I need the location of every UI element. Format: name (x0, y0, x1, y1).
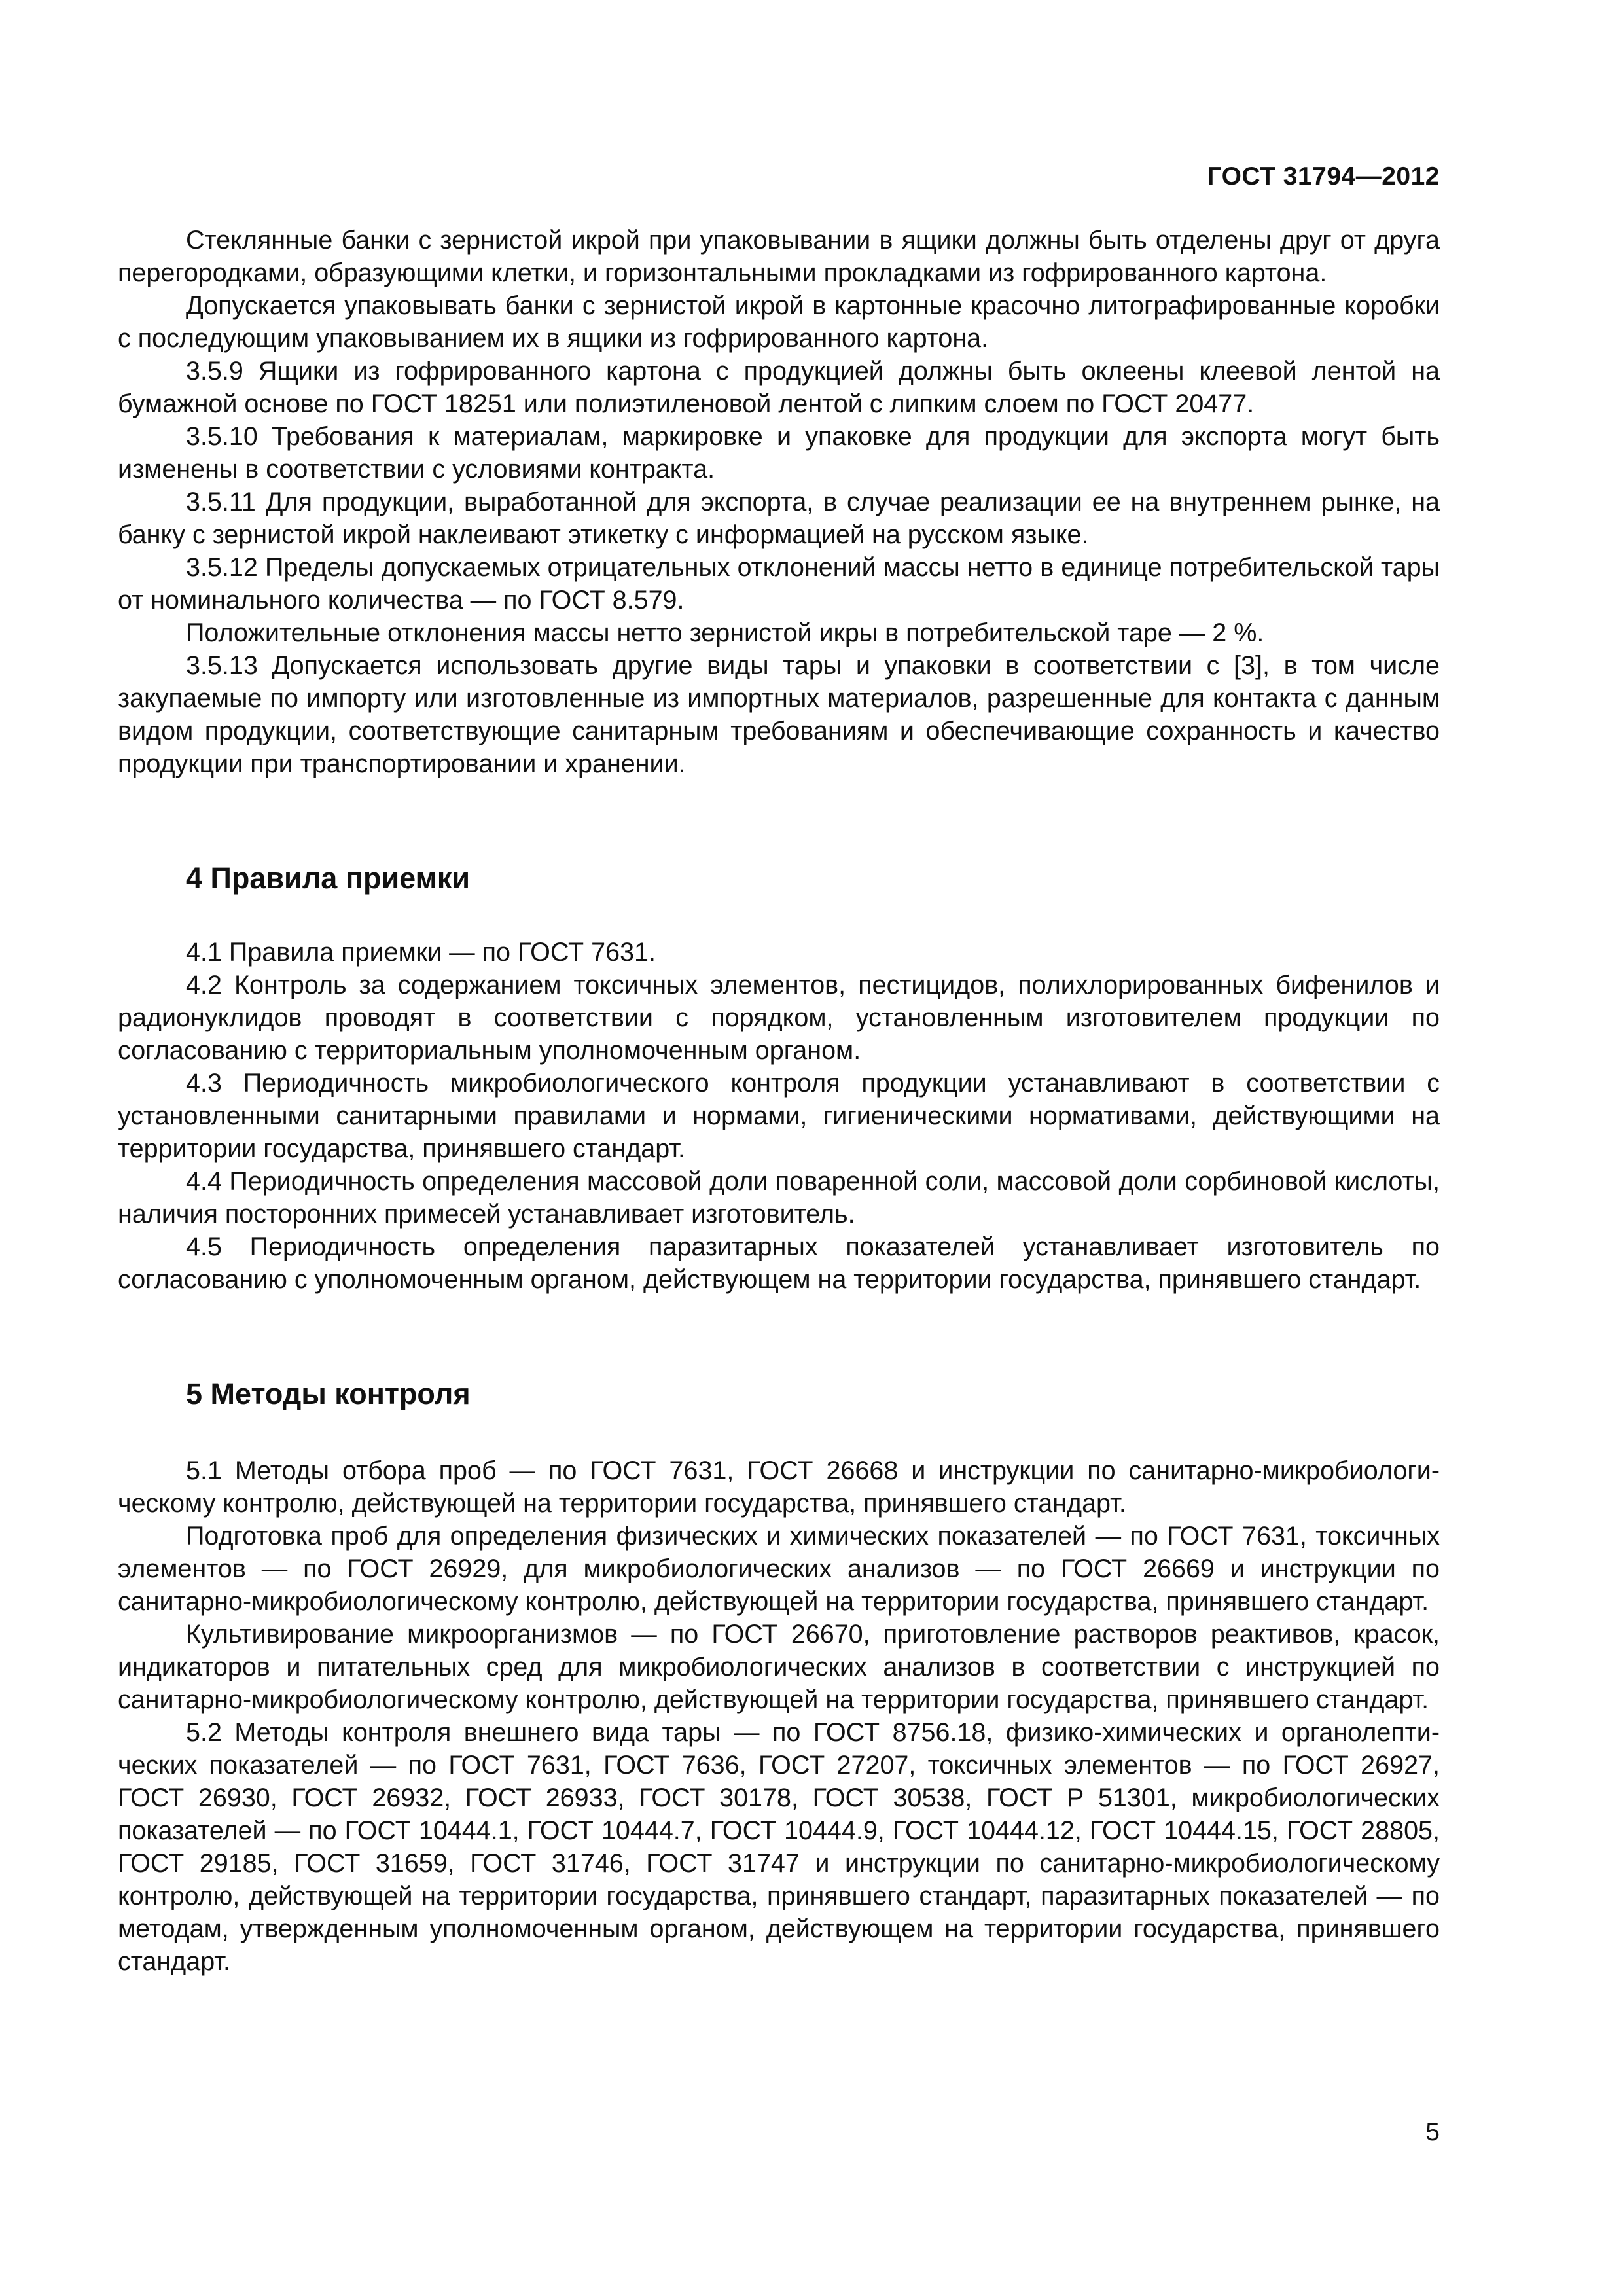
document-body (118, 224, 1440, 1978)
paragraph-3-5-10: 3.5.10 Требования к материалам, маркировке и упаковке для продукции для экспорта могут быть изменены в соответствии с условиями контракта. (118, 422, 1440, 484)
paragraph-3-5-9: 3.5.9 Ящики из гофрированного картона с продукцией должны быть оклеены клеевой лентой на бумажной основе по ГОСТ 18251 или полиэтиленовой лентой с липким слоем по ГОСТ 20477. (118, 357, 1440, 418)
page-number: 5 (1425, 2118, 1440, 2146)
document-code-header: ГОСТ 31794—2012 (1207, 162, 1440, 190)
paragraph-3-5-12: 3.5.12 Пределы допускаемых отрицательных отклонений массы нетто в единице потребительской тары от номинального количества — по ГОСТ 8.579. (118, 553, 1440, 615)
paragraph-4-1: 4.1 Правила приемки — по ГОСТ 7631. (186, 938, 656, 967)
paragraph: Культивирование микроорганизмов — по ГОСТ 26670, приготовление растворов реактивов, красок, индикаторов и питательных сред для микробиологических анализов в соответствии с инструкцией по санитарно-микробиологическому контролю, действующей на территории государства, принявшего стандарт. (118, 1620, 1440, 1714)
paragraph-5-1: 5.1 Методы отбора проб — по ГОСТ 7631, ГОСТ 26668 и инструкции по санитарно-микробиологическому контролю, действующей на территории государства, принявшего стандарт. (118, 1456, 1440, 1518)
paragraph-4-2: 4.2 Контроль за содержанием токсичных элементов, пестицидов, полихлорированных бифенилов и радионуклидов проводят в соответствии с порядком, установленным изготовителем продукции по согласованию с территориальным уполномоченным органом. (118, 971, 1440, 1065)
paragraph-4-5: 4.5 Периодичность определения паразитарных показателей устанавливает изготовитель по согласованию с уполномоченным органом, действующем на территории государства, принявшего стандарт. (118, 1232, 1440, 1294)
paragraph: Допускается упаковывать банки с зернистой икрой в картонные красочно литографированные коробки с последующим упаковыванием их в ящики из гофрированного картона. (118, 291, 1440, 353)
document-page (118, 0, 1440, 2296)
paragraph-5-2: 5.2 Методы контроля внешнего вида тары — по ГОСТ 8756.18, физико-химических и органолептических показателей — по ГОСТ 7631, ГОСТ 7636, ГОСТ 27207, токсичных элементов — по ГОСТ 26927, ГОСТ 26930, ГОСТ 26932, ГОСТ 26933, ГОСТ 30178, ГОСТ 30538, ГОСТ Р 51301, микробиологических показателей — по ГОСТ 10444.1, ГОСТ 10444.7, ГОСТ 10444.9, ГОСТ 10444.12, ГОСТ 10444.15, ГОСТ 28805, ГОСТ 29185, ГОСТ 31659, ГОСТ 31746, ГОСТ 31747 и инструкции по санитарно-микробиологическому контролю, действующей на территории государства, принявшего стандарт, паразитарных показателей — по методам, утвержденным уполномоченным органом, действующем на территории государства, принявшего стандарт. (118, 1718, 1440, 1976)
paragraph: Стеклянные банки с зернистой икрой при упаковывании в ящики должны быть отделены друг от друга перегородками, образующими клетки, и горизонтальными прокладками из гофрированного картона. (118, 226, 1440, 287)
paragraph: Подготовка проб для определения физических и химических показателей — по ГОСТ 7631, токсичных элементов — по ГОСТ 26929, для микробиологических анализов — по ГОСТ 26669 и инструкции по санитарно-микробиологическому контролю, действующей на территории государства, принявшего стандарт. (118, 1522, 1440, 1616)
section-4-heading: 4 Правила приемки (186, 861, 471, 895)
paragraph-4-4: 4.4 Периодичность определения массовой доли поваренной соли, массовой доли сорбиновой кислоты, наличия посторонних примесей устанавливает изготовитель. (118, 1167, 1440, 1229)
paragraph-4-3: 4.3 Периодичность микробиологического контроля продукции устанавливают в соответствии с установленными санитарными правилами и нормами, гигиеническими нормативами, действующими на территории государства, принявшего стандарт. (118, 1069, 1440, 1163)
paragraph-3-5-13: 3.5.13 Допускается использовать другие виды тары и упаковки в соответствии с [3], в том числе закупаемые по импорту или изготовленные из импортных материалов, разрешенные для контакта с данным видом продукции, соответствующие санитарным требованиям и обеспечивающие сохранность и качество продукции при транспортировании и хранении. (118, 651, 1440, 778)
paragraph-3-5-11: 3.5.11 Для продукции, выработанной для экспорта, в случае реализации ее на внутреннем рынке, на банку с зернистой икрой наклеивают этикетку с информацией на русском языке. (118, 488, 1440, 549)
section-5-heading: 5 Методы контроля (186, 1377, 471, 1410)
paragraph: Положительные отклонения массы нетто зернистой икры в потребительской таре — 2 %. (186, 619, 1264, 647)
